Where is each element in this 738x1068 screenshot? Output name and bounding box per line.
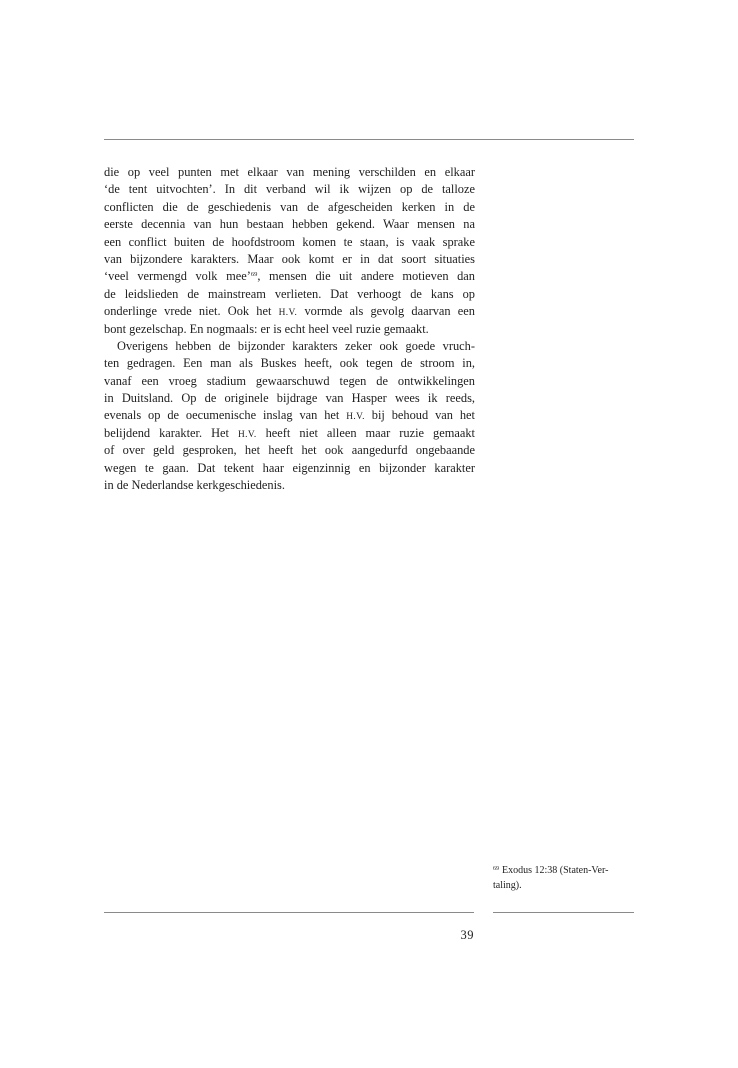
text-line: een conflict buiten de hoofdstroom komen te staan, is vaak sprake <box>104 234 475 249</box>
text-fragment: , mensen die uit andere motieven dan <box>257 269 475 284</box>
text-line: de leidslieden de mainstream verlieten. Dat verhoogt de kans op <box>104 286 475 301</box>
text-line: in de Nederlandse kerkgeschiedenis. <box>104 478 285 493</box>
footnote-number: 69 <box>493 866 499 872</box>
paragraph-2 <box>104 338 475 495</box>
text-fragment: belijdend karakter. Het <box>104 425 238 440</box>
main-text-column <box>104 164 475 494</box>
text-line: eerste decennia van hun bestaan hebben gekend. Waar mensen na <box>104 217 475 232</box>
footnote-text: Exodus 12:38 (Staten-Ver- <box>502 865 609 876</box>
text-line: vanaf een vroeg stadium gewaarschuwd tegen de ontwikkelingen <box>104 373 475 388</box>
footnote-line: taling). <box>493 880 522 891</box>
text-fragment: ‘veel vermengd volk mee’ <box>104 269 251 284</box>
text-fragment: evenals op de oecumenische inslag van het <box>104 408 347 423</box>
text-line: bont gezelschap. En nogmaals: er is echt heel veel ruzie gemaakt. <box>104 321 429 336</box>
text-line: Overigens hebben de bijzonder karakters zeker ook goede vruch- <box>117 338 475 353</box>
abbreviation-smallcaps: H.V. <box>237 429 257 440</box>
text-line: of over geld gesproken, het heeft het ook aangedurfd ongebaande <box>104 443 475 458</box>
text-fragment: vormde als gevolg daarvan een <box>297 304 475 319</box>
text-line <box>104 268 475 285</box>
text-line: van bijzondere karakters. Maar ook komt er in dat soort situaties <box>104 251 475 266</box>
text-fragment: heeft niet alleen maar ruzie gemaakt <box>256 425 475 440</box>
text-line: die op veel punten met elkaar van mening verschilden en elkaar <box>104 165 475 179</box>
text-line <box>104 425 475 442</box>
text-line: wegen te gaan. Dat tekent haar eigenzinnig en bijzonder karakter <box>104 460 475 475</box>
text-line: ‘de tent uitvochten’. In dit verband wil ik wijzen op de talloze <box>104 182 475 197</box>
text-line <box>104 407 475 424</box>
paragraph-1 <box>104 164 475 338</box>
bottom-rule-main <box>104 912 474 913</box>
text-fragment: bij behoud van het <box>364 408 475 423</box>
text-line <box>104 303 475 320</box>
bottom-rule-margin <box>493 912 634 913</box>
text-line: ten gedragen. Een man als Buskes heeft, ook tegen de stroom in, <box>104 356 475 371</box>
text-fragment: onderlinge vrede niet. Ook het <box>104 304 279 319</box>
abbreviation-smallcaps: H.V. <box>346 412 365 423</box>
text-line: conflicten die de geschiedenis van de afgescheiden kerken in de <box>104 199 475 214</box>
footnote-69 <box>493 863 635 893</box>
text-line: in Duitsland. Op de originele bijdrage van Hasper wees ik reeds, <box>104 391 475 406</box>
page-number: 39 <box>460 928 474 942</box>
footnote-reference: 69 <box>250 271 258 279</box>
top-rule <box>104 139 634 140</box>
abbreviation-smallcaps: H.V. <box>278 308 298 319</box>
footnote-line <box>493 863 635 878</box>
